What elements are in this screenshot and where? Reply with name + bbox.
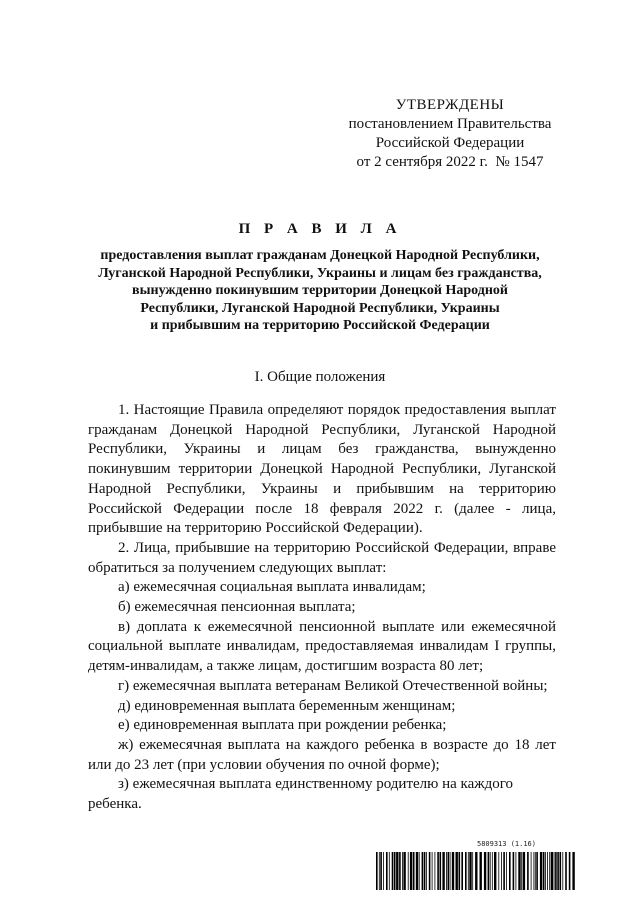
section-heading: I. Общие положения <box>254 369 386 385</box>
subtitle-line: предоставления выплат гражданам Донецкой Народной Республики, <box>100 248 540 263</box>
body-text <box>88 401 556 815</box>
list-item: д) единовременная выплата беременным женщинам; <box>118 697 456 714</box>
subtitle-line: Луганской Народной Республики, Украины и лицам без гражданства, <box>98 265 542 281</box>
approval-line-2: Российской Федерации <box>375 135 525 151</box>
barcode-block <box>376 840 576 894</box>
list-item: г) ежемесячная выплата ветеранам Великой Отечественной войны; <box>118 677 548 694</box>
rules-subtitle <box>70 247 570 335</box>
approval-line-3: от 2 сентября 2022 г. № 1547 <box>356 154 544 170</box>
barcode-number: 5809313 (1.16) <box>476 840 536 848</box>
rules-title: П Р А В И Л А <box>238 221 402 237</box>
approval-title: УТВЕРЖДЕНЫ <box>395 97 505 113</box>
subtitle-line: вынужденно покинувшим территории Донецкой Народной <box>132 283 508 298</box>
subtitle-line: и прибывшим на территорию Российской Федерации <box>150 318 490 333</box>
list-item: е) единовременная выплата при рождении ребенка; <box>118 717 447 734</box>
list-item: з) ежемесячная выплата единственному родителю на каждого ребенка. <box>88 776 514 813</box>
subtitle-line: Республики, Луганской Народной Республики, Украины <box>140 300 500 316</box>
list-item: в) доплата к ежемесячной пенсионной выплате или ежемесячной социальной выплате инвалидам, предоставляемая инвалидам I группы, детям-инвалидам, а также лицам, достигшим возраста 80 лет; <box>88 618 556 675</box>
list-item: ж) ежемесячная выплата на каждого ребенка в возрасте до 18 лет или до 23 лет (при условии обучения по очной форме); <box>88 736 556 773</box>
list-item: б) ежемесячная пенсионная выплата; <box>118 599 356 616</box>
paragraph-2: 2. Лица, прибывшие на территорию Российской Федерации, вправе обратиться за получением следующих выплат: <box>88 539 556 576</box>
list-item: а) ежемесячная социальная выплата инвалидам; <box>118 579 426 596</box>
approval-block <box>330 96 570 172</box>
barcode-icon <box>376 852 576 890</box>
paragraph-1: 1. Настоящие Правила определяют порядок предоставления выплат гражданам Донецкой Народной Республики, Луганской Народной Республики, Украины и лицам без гражданства, вынужденно покинувшим территории Донецкой Народной Республики, Луганской Народной Республики, Украины и прибывшим на территорию Российской Федерации после 18 февраля 2022 г. (далее - лица, прибывшие на территорию Российской Федерации). <box>88 402 556 537</box>
approval-line-1: постановлением Правительства <box>348 116 552 132</box>
